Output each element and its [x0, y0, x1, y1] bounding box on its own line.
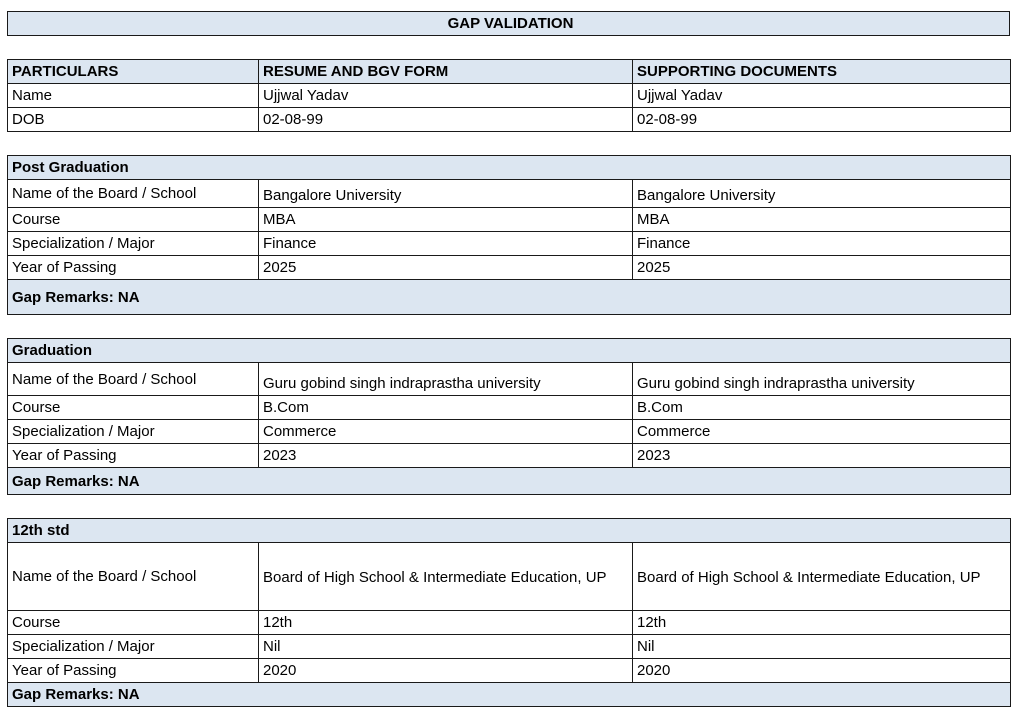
docs-value: Commerce [633, 420, 1011, 444]
section-heading: 12th std [8, 519, 1011, 543]
table-row [8, 180, 1011, 208]
row-label: Specialization / Major [8, 635, 259, 659]
row-label: Specialization / Major [8, 232, 259, 256]
header-supporting-docs: SUPPORTING DOCUMENTS [633, 60, 1011, 84]
resume-value: Bangalore University [259, 180, 633, 208]
row-label: Name of the Board / School [8, 180, 259, 208]
docs-value: 12th [633, 611, 1011, 635]
row-label: Course [8, 611, 259, 635]
docs-value: 02-08-99 [633, 108, 1011, 132]
row-label: Course [8, 396, 259, 420]
docs-value: 2025 [633, 256, 1011, 280]
column-header-row [8, 60, 1011, 84]
row-label: Name [8, 84, 259, 108]
table-row [8, 256, 1011, 280]
identity-table [7, 59, 1011, 132]
row-label: Year of Passing [8, 444, 259, 468]
table-row [8, 208, 1011, 232]
page-title: GAP VALIDATION [8, 12, 1010, 36]
gap-validation-sheet [7, 11, 1010, 707]
resume-value: 2025 [259, 256, 633, 280]
row-label: Specialization / Major [8, 420, 259, 444]
row-label: Name of the Board / School [8, 543, 259, 611]
row-label: Year of Passing [8, 256, 259, 280]
resume-value: 2023 [259, 444, 633, 468]
table-row [8, 108, 1011, 132]
table-row [8, 363, 1011, 396]
table-row [8, 635, 1011, 659]
resume-value: MBA [259, 208, 633, 232]
resume-value: 02-08-99 [259, 108, 633, 132]
resume-value: 12th [259, 611, 633, 635]
table-row [8, 232, 1011, 256]
docs-value: Board of High School & Intermediate Education, UP [633, 543, 1011, 611]
section-post-graduation [7, 155, 1011, 315]
table-row [8, 659, 1011, 683]
gap-remarks: Gap Remarks: NA [8, 683, 1011, 707]
row-label: Name of the Board / School [8, 363, 259, 396]
resume-value: Guru gobind singh indraprastha university [259, 363, 633, 396]
docs-value: Guru gobind singh indraprastha university [633, 363, 1011, 396]
header-resume: RESUME AND BGV FORM [259, 60, 633, 84]
section-heading: Post Graduation [8, 156, 1011, 180]
row-label: Year of Passing [8, 659, 259, 683]
gap-remarks: Gap Remarks: NA [8, 468, 1011, 495]
section-12th-std [7, 518, 1011, 707]
resume-value: B.Com [259, 396, 633, 420]
resume-value: Ujjwal Yadav [259, 84, 633, 108]
resume-value: Finance [259, 232, 633, 256]
docs-value: B.Com [633, 396, 1011, 420]
docs-value: Finance [633, 232, 1011, 256]
table-row [8, 444, 1011, 468]
table-row [8, 420, 1011, 444]
table-row [8, 396, 1011, 420]
docs-value: 2023 [633, 444, 1011, 468]
header-particulars: PARTICULARS [8, 60, 259, 84]
title-table [7, 11, 1010, 36]
row-label: Course [8, 208, 259, 232]
section-heading: Graduation [8, 339, 1011, 363]
row-label: DOB [8, 108, 259, 132]
docs-value: 2020 [633, 659, 1011, 683]
docs-value: MBA [633, 208, 1011, 232]
docs-value: Ujjwal Yadav [633, 84, 1011, 108]
resume-value: Board of High School & Intermediate Education, UP [259, 543, 633, 611]
resume-value: Nil [259, 635, 633, 659]
resume-value: 2020 [259, 659, 633, 683]
table-row [8, 84, 1011, 108]
docs-value: Nil [633, 635, 1011, 659]
gap-remarks: Gap Remarks: NA [8, 280, 1011, 315]
table-row [8, 543, 1011, 611]
table-row [8, 611, 1011, 635]
resume-value: Commerce [259, 420, 633, 444]
docs-value: Bangalore University [633, 180, 1011, 208]
section-graduation [7, 338, 1011, 495]
